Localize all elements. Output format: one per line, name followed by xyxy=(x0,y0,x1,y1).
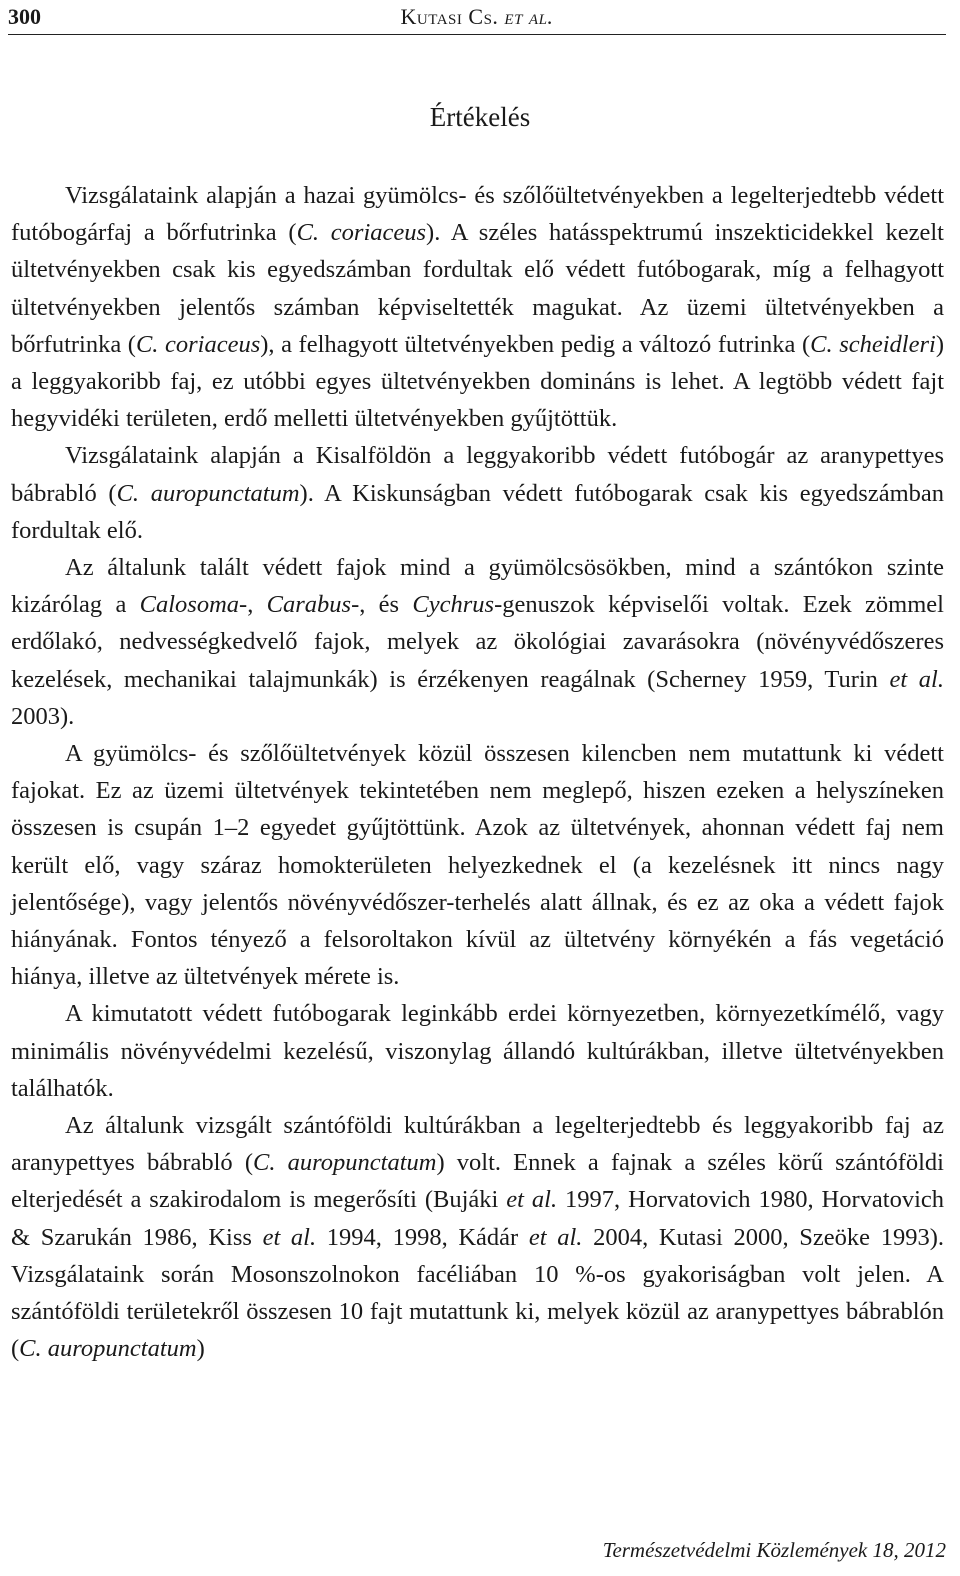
text-run: ), a felhagyott ültetvényekben pedig a változó futrinka ( xyxy=(260,330,811,358)
paragraph xyxy=(11,1107,944,1367)
italic-run: C. auropunctatum xyxy=(116,479,300,507)
italic-run: et al. xyxy=(506,1186,558,1214)
text-run: 2004, Kutasi 2000, Szeöke 1993). Vizsgálataink során Mosonszolnokon facéliában 10 %-os gyakoriságban volt jelen. A szántóföldi területekről összesen 10 fajt mutattunk ki, melyek közül az aranypettyes bábrablón ( xyxy=(11,1223,944,1363)
section-title: Értékelés xyxy=(429,102,531,132)
running-title xyxy=(8,4,946,30)
page-header xyxy=(8,0,946,35)
running-title-etal: et al. xyxy=(504,4,554,29)
italic-run: et al. xyxy=(528,1223,583,1251)
italic-run: C. scheidleri xyxy=(810,330,936,358)
paragraph xyxy=(11,177,944,437)
journal-footer: Természetvédelmi Közlemények 18, 2012 xyxy=(602,1538,946,1562)
text-run: ) xyxy=(196,1335,205,1363)
italic-run: C. auropunctatum xyxy=(253,1149,437,1177)
text-run: 1997, Horvatovich 1980, Horvatovich & Szarukán 1986, Kiss xyxy=(11,1186,944,1251)
text-run: ) volt. Ennek a fajnak a széles körű szántóföldi elterjedését a szakirodalom is megerősíti (Bujáki xyxy=(11,1149,944,1214)
text-run: -genuszok képviselői voltak. Ezek zömmel erdőlakó, nedvességkedvelő fajok, melyek az ökológiai zavarásokra (növényvédőszeres kezelések, mechanikai talajmunkák) is érzékenyen reagálnak (Scherney 1959, Turin xyxy=(11,591,944,693)
text-run: ). A Kiskunságban védett futóbogarak csak kis egyedszámban fordultak elő. xyxy=(11,479,944,544)
text-run: A kimutatott védett futóbogarak leginkább erdei környezetben, környezetkímélő, vagy minimális növényvédelmi kezelésű, viszonylag állandó kultúrákban, illetve ültetvényekben találhatók. xyxy=(11,1000,944,1102)
italic-run: C. auropunctatum xyxy=(19,1335,197,1363)
paragraph xyxy=(11,437,944,549)
text-run: Vizsgálataink alapján a Kisalföldön a leggyakoribb védett futóbogár az aranypettyes bábrabló ( xyxy=(11,442,944,507)
italic-run: Cychrus xyxy=(412,591,495,619)
text-run: ). A széles hatásspektrumú inszekticidekkel kezelt ültetvényekben csak kis egyedszámban fordultak elő védett futóbogarak, míg a felhagyott ültetvényekben jelentős számban képviseltették magukat. Az üzemi ültetvényekben a bőrfutrinka ( xyxy=(11,219,944,358)
text-run: -, xyxy=(239,591,267,619)
italic-run: Carabus xyxy=(266,591,352,619)
running-title-authors: Kutasi Cs. xyxy=(400,4,505,29)
italic-run: C. coriaceus xyxy=(296,219,427,247)
body-text xyxy=(11,177,944,1368)
text-run: 2003). xyxy=(11,702,75,730)
text-run: Az általunk talált védett fajok mind a gyümölcsösökben, mind a szántókon szinte kizárólag a xyxy=(11,554,944,619)
italic-run: et al. xyxy=(889,665,944,693)
italic-run: C. coriaceus xyxy=(135,330,261,358)
italic-run: et al. xyxy=(262,1223,317,1251)
text-run: Az általunk vizsgált szántóföldi kultúrákban a legelterjedtebb és leggyakoribb faj az aranypettyes bábrabló ( xyxy=(11,1112,944,1177)
paragraph xyxy=(11,735,944,995)
paragraph xyxy=(11,549,944,735)
text-run: Vizsgálataink alapján a hazai gyümölcs- és szőlőültetvényekben a legelterjedtebb védett futóbogárfaj a bőrfutrinka ( xyxy=(11,182,944,247)
italic-run: Calosoma xyxy=(139,591,240,619)
text-run: -, és xyxy=(351,591,413,619)
text-run: ) a leggyakoribb faj, ez utóbbi egyes ültetvényekben domináns is lehet. A legtöbb védett fajt hegyvidéki területen, erdő melletti ültetvényekben gyűjtöttük. xyxy=(11,330,944,433)
paragraph xyxy=(11,995,944,1107)
text-run: A gyümölcs- és szőlőültetvények közül összesen kilencben nem mutattunk ki védett fajokat. Ez az üzemi ültetvények tekintetében nem meglepő, hiszen ezeken a helyszíneken összesen is csupán 1–2 egyedet gyűjtöttünk. Azok az ültetvények, ahonnan védett faj nem került elő, vagy száraz homokterületen helyezkednek el (a kezelésnek itt nincs nagy jelentősége), vagy jelentős növényvédőszer-terhelés alatt állnak, és ez az oka a védett fajok hiányának. Fontos tényező a felsoroltakon kívül az ültetvény környékén a fás vegetáció hiánya, illetve az ültetvények mérete is. xyxy=(11,740,944,991)
text-run: 1994, 1998, Kádár xyxy=(316,1223,529,1251)
page-number: 300 xyxy=(8,4,41,29)
